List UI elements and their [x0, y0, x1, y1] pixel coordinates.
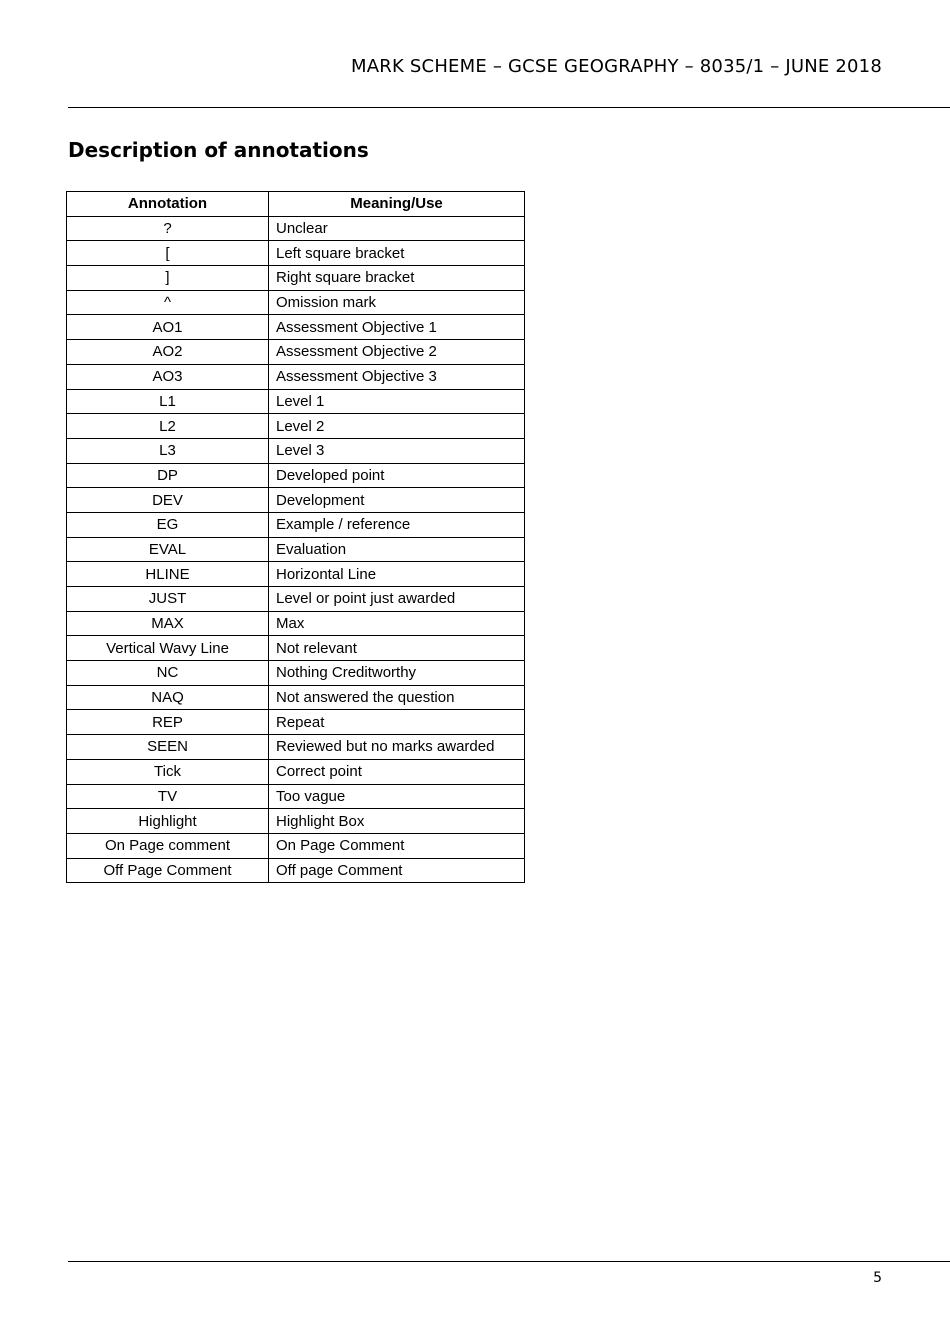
table-row [67, 661, 525, 686]
meaning-cell: Omission mark [269, 290, 525, 315]
meaning-cell: Evaluation [269, 537, 525, 562]
table-row [67, 266, 525, 291]
annotation-cell: L1 [67, 389, 269, 414]
meaning-cell: On Page Comment [269, 833, 525, 858]
meaning-cell: Assessment Objective 2 [269, 340, 525, 365]
meaning-cell: Horizontal Line [269, 562, 525, 587]
annotation-cell: AO2 [67, 340, 269, 365]
meaning-cell: Level 1 [269, 389, 525, 414]
annotation-cell: REP [67, 710, 269, 735]
table-row [67, 216, 525, 241]
meaning-cell: Assessment Objective 1 [269, 315, 525, 340]
table-row [67, 735, 525, 760]
annotation-cell: L3 [67, 438, 269, 463]
meaning-cell: Level 3 [269, 438, 525, 463]
table-row [67, 759, 525, 784]
column-header-meaning: Meaning/Use [269, 192, 525, 217]
annotation-cell: On Page comment [67, 833, 269, 858]
meaning-cell: Developed point [269, 463, 525, 488]
table-row [67, 636, 525, 661]
table-row [67, 710, 525, 735]
annotations-table [66, 191, 525, 883]
table-row [67, 809, 525, 834]
page-number: 5 [873, 1270, 882, 1286]
table-row [67, 340, 525, 365]
meaning-cell: Assessment Objective 3 [269, 364, 525, 389]
table-row [67, 833, 525, 858]
annotation-cell: NAQ [67, 685, 269, 710]
table-row [67, 611, 525, 636]
table-row [67, 488, 525, 513]
meaning-cell: Level or point just awarded [269, 587, 525, 612]
meaning-cell: Development [269, 488, 525, 513]
table-row [67, 290, 525, 315]
annotation-cell: ^ [67, 290, 269, 315]
meaning-cell: Repeat [269, 710, 525, 735]
section-heading: Description of annotations [68, 138, 369, 162]
annotation-cell: DP [67, 463, 269, 488]
annotation-cell: MAX [67, 611, 269, 636]
meaning-cell: Highlight Box [269, 809, 525, 834]
meaning-cell: Off page Comment [269, 858, 525, 883]
table-row [67, 438, 525, 463]
table-row [67, 512, 525, 537]
table-header-row [67, 192, 525, 217]
table-row [67, 685, 525, 710]
annotation-cell: TV [67, 784, 269, 809]
annotation-cell: EVAL [67, 537, 269, 562]
annotation-cell: Highlight [67, 809, 269, 834]
meaning-cell: Unclear [269, 216, 525, 241]
annotation-cell: HLINE [67, 562, 269, 587]
table-body [67, 216, 525, 883]
annotation-cell: SEEN [67, 735, 269, 760]
meaning-cell: Max [269, 611, 525, 636]
table-row [67, 389, 525, 414]
meaning-cell: Left square bracket [269, 241, 525, 266]
column-header-annotation: Annotation [67, 192, 269, 217]
table-row [67, 315, 525, 340]
annotation-cell: NC [67, 661, 269, 686]
annotation-cell: Tick [67, 759, 269, 784]
table-row [67, 537, 525, 562]
annotation-cell: EG [67, 512, 269, 537]
annotation-cell: [ [67, 241, 269, 266]
table-row [67, 858, 525, 883]
table-row [67, 463, 525, 488]
table-row [67, 364, 525, 389]
meaning-cell: Not answered the question [269, 685, 525, 710]
meaning-cell: Example / reference [269, 512, 525, 537]
annotation-cell: DEV [67, 488, 269, 513]
table-row [67, 414, 525, 439]
table-row [67, 784, 525, 809]
table-row [67, 562, 525, 587]
meaning-cell: Level 2 [269, 414, 525, 439]
header-divider [68, 107, 950, 108]
annotation-cell: AO3 [67, 364, 269, 389]
annotation-cell: ] [67, 266, 269, 291]
annotation-cell: ? [67, 216, 269, 241]
meaning-cell: Correct point [269, 759, 525, 784]
footer-divider [68, 1261, 950, 1262]
annotation-cell: JUST [67, 587, 269, 612]
page-header-title: MARK SCHEME – GCSE GEOGRAPHY – 8035/1 – JUNE 2018 [351, 56, 882, 77]
annotation-cell: L2 [67, 414, 269, 439]
annotation-cell: Off Page Comment [67, 858, 269, 883]
meaning-cell: Right square bracket [269, 266, 525, 291]
meaning-cell: Reviewed but no marks awarded [269, 735, 525, 760]
table-row [67, 241, 525, 266]
annotation-cell: Vertical Wavy Line [67, 636, 269, 661]
meaning-cell: Too vague [269, 784, 525, 809]
table-row [67, 587, 525, 612]
annotation-cell: AO1 [67, 315, 269, 340]
meaning-cell: Not relevant [269, 636, 525, 661]
meaning-cell: Nothing Creditworthy [269, 661, 525, 686]
